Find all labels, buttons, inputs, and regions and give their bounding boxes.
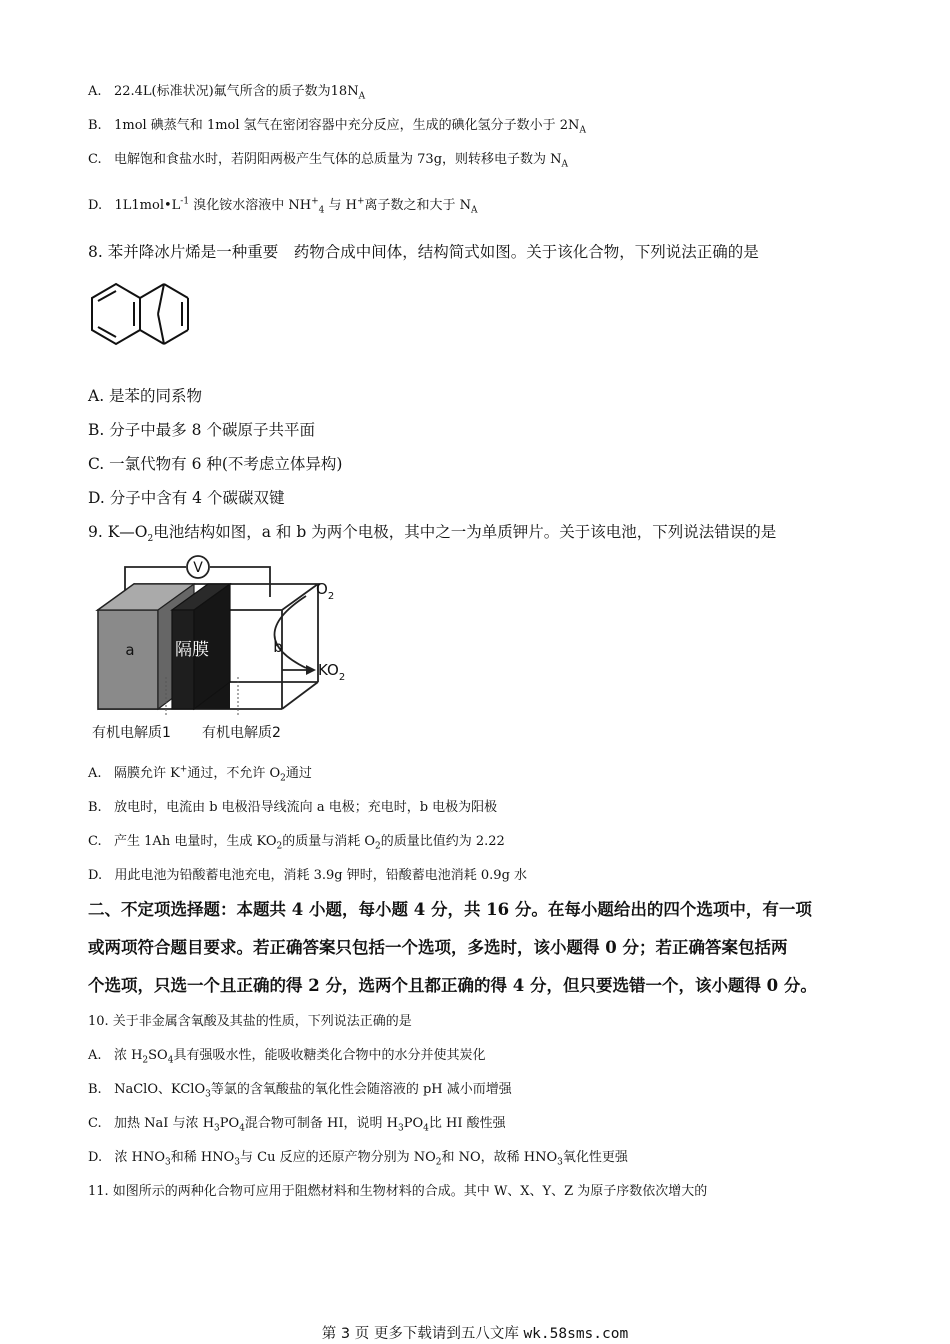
q10-option-a: A. 浓 $H_2SO_4$具有强吸水性，能吸收糖类化合物中的水分并使其炭化 [88,1048,486,1066]
electrode-b-curve [275,596,307,668]
q8-option-d: D. 分子中含有 4 个碳碳双键 [88,489,285,507]
section2-line2: 或两项符合题目要求。若正确答案只包括一个选项，多选时，该小题得 0 分；若正确答案包括两 [88,938,788,957]
q7-option-a: A. 22.4L(标准状况)氟气所含的质子数为$18N_A$ [88,84,366,102]
benzonorbornadiene-structure [88,272,223,372]
electrode-b-label: b [273,638,283,656]
q7-option-b: B. 1mol 碘蒸气和 1mol 氢气在密闭容器中充分反应，生成的碘化氢分子数小于 $2N_A$ [88,118,586,136]
electrode-a-label: a [125,641,135,659]
arrow-icon [306,665,316,675]
q9-option-c: C. 产生 1Ah 电量时，生成 $KO_2$的质量与消耗 $O_2$的质量比值约为 2.22 [88,834,505,852]
q9-option-b: B. 放电时，电流由 b 电极沿导线流向 a 电极；充电时，b 电极为阳极 [88,800,498,815]
q10-stem: 10. 关于非金属含氧酸及其盐的性质，下列说法正确的是 [88,1014,412,1029]
section2-line1: 二、不定项选择题：本题共 4 小题，每小题 4 分，共 16 分。在每小题给出的四个选项中，有一项 [88,900,812,919]
q9-option-a: A. 隔膜允许 K+通过，不允许 $O_2$通过 [88,764,312,784]
q7-option-c: C. 电解饱和食盐水时，若阴阳两极产生气体的总质量为 73g，则转移电子数为 $N_A$ [88,152,569,170]
o2-label: $O_2$ [316,580,335,602]
electrolyte1-label: 有机电解质1 [92,725,171,741]
page-footer: 第 3 页 更多下载请到五八文库 wk.58sms.com [321,1326,629,1342]
section2-line3: 个选项，只选一个且正确的得 2 分，选两个且都正确的得 4 分，但只要选错一个，该小题得 0 分。 [88,976,817,995]
q11-stem: 11. 如图所示的两种化合物可应用于阻燃材料和生物材料的合成。其中 W、X、Y、Z 为原子序数依次增大的 [88,1184,708,1199]
q8-option-b: B. 分子中最多 8 个碳原子共平面 [88,421,315,439]
k-o2-battery-diagram [88,552,358,747]
q9-option-d: D. 用此电池为铅酸蓄电池充电，消耗 3.9g 钾时，铅酸蓄电池消耗 0.9g 水 [88,868,528,883]
q7-option-d: D. $1L1mol•L^{-1}$ 溴化铵水溶液中 $NH^+_4$ 与 H+离子数之和大于 $N_A$ [88,196,478,216]
benzene-ring [92,284,140,344]
voltmeter-label: V [193,560,203,576]
electrolyte2-label: 有机电解质2 [202,725,281,741]
q8-option-c: C. 一氯代物有 6 种(不考虑立体异构) [88,455,343,473]
q10-option-d: D. 浓 $HNO_3$和稀 $HNO_3$与 Cu 反应的还原产物分别为 $NO_2$和 NO，故稀 $HNO_3$氧化性更强 [88,1150,628,1168]
q9-stem: 9. $K—O_2$电池结构如图，a 和 b 为两个电极，其中之一为单质钾片。关于该电池，下列说法错误的是 [88,523,777,545]
membrane-label: 隔膜 [175,640,209,660]
footer-site-link[interactable]: wk.58sms.com [523,1326,629,1342]
q10-option-b: B. NaClO、KClO$_3$等氯的含氧酸盐的氧化性会随溶液的 pH 减小而增强 [88,1082,512,1100]
q8-option-a: A. 是苯的同系物 [88,387,203,405]
ko2-label: $KO_2$ [318,661,346,683]
q8-stem: 8. 苯并降冰片烯是一种重要 药物合成中间体，结构简式如图。关于该化合物，下列说法正确的是 [88,243,759,261]
q10-option-c: C. 加热 NaI 与浓 $H_3PO_4$混合物可制备 HI，说明 $H_3PO_4$比 HI 酸性强 [88,1116,506,1134]
